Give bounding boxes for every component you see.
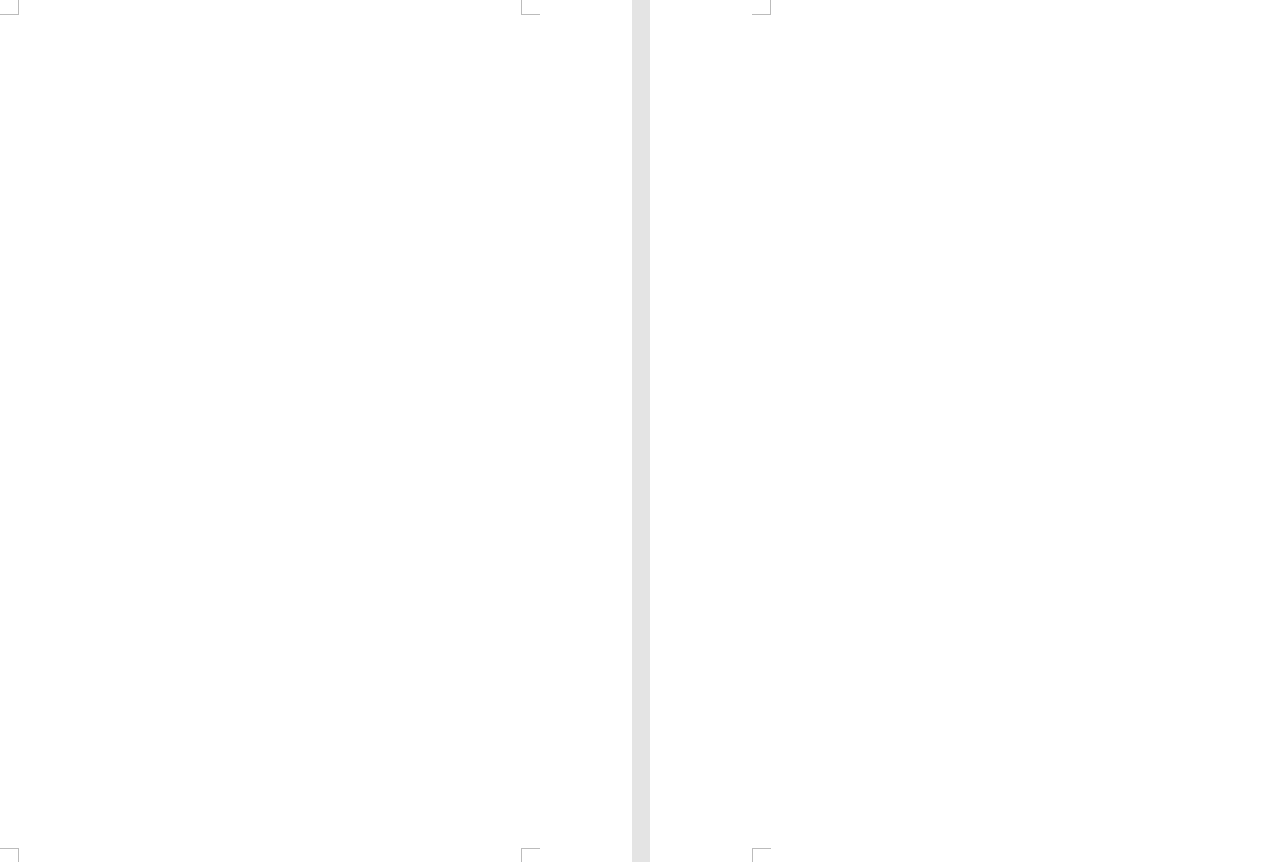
margin-corner-mark — [0, 848, 19, 862]
margin-corner-mark — [752, 848, 771, 862]
margin-corner-mark — [521, 848, 540, 862]
margin-corner-mark — [0, 0, 19, 15]
page-gutter — [632, 0, 650, 862]
right-page — [650, 0, 1277, 862]
margin-corner-mark — [752, 0, 771, 15]
margin-corner-mark — [521, 0, 540, 15]
left-page — [0, 0, 632, 862]
